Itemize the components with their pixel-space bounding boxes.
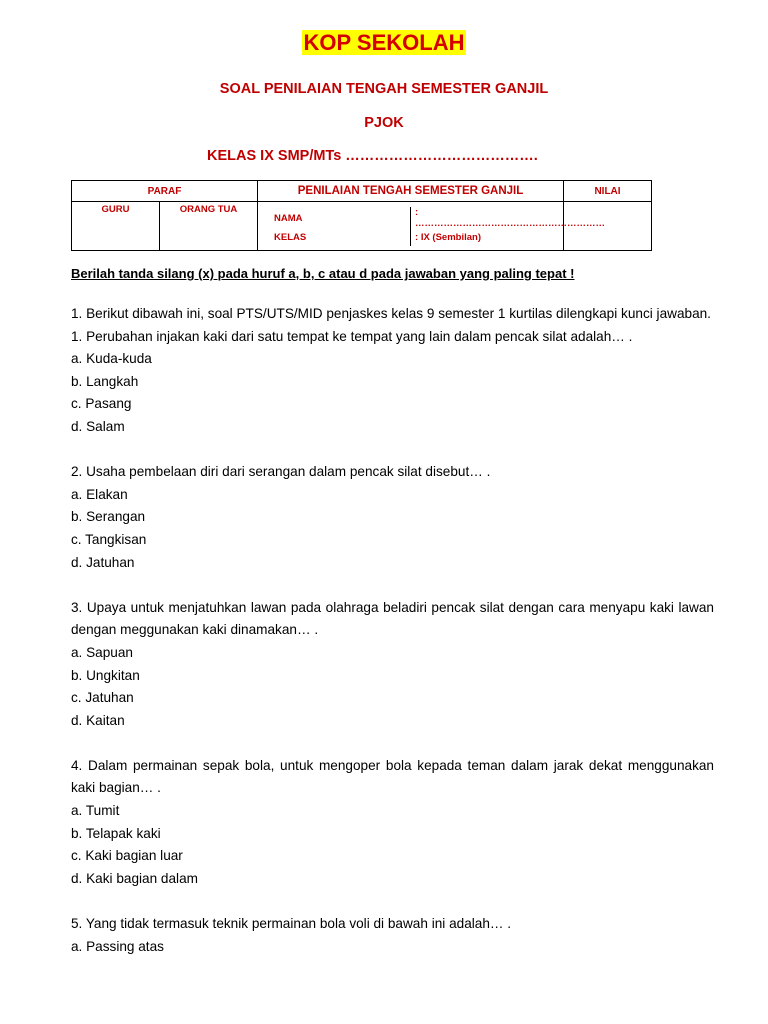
student-info-cell xyxy=(258,202,606,251)
intro-text: 1. Berikut dibawah ini, soal PTS/UTS/MID penjaskes kelas 9 semester 1 kurtilas dilengkapi kunci jawaban. xyxy=(71,306,711,321)
option-a[interactable]: a. Sapuan xyxy=(71,644,133,660)
kelas-field[interactable]: : IX (Sembilan) xyxy=(415,232,481,243)
option-a[interactable]: a. Kuda-kuda xyxy=(71,351,152,367)
nama-field[interactable]: : …………………………………………………… xyxy=(415,207,606,229)
question-text: 5. Yang tidak termasuk teknik permainan bola voli di bawah ini adalah… . xyxy=(71,916,512,932)
question-1 xyxy=(71,326,714,439)
kelas-label: KELAS xyxy=(258,229,411,246)
option-b[interactable]: b. Ungkitan xyxy=(71,667,140,683)
option-c[interactable]: c. Kaki bagian luar xyxy=(71,848,183,864)
subject-title: PJOK xyxy=(364,115,404,131)
intro-block xyxy=(71,303,714,326)
option-b[interactable]: b. Langkah xyxy=(71,373,139,389)
question-text: 3. Upaya untuk menjatuhkan lawan pada olahraga beladiri pencak silat dengan cara menyapu kaki lawan dengan meggunakan kaki dinamakan… . xyxy=(71,599,714,638)
option-a[interactable]: a. Elakan xyxy=(71,486,128,502)
guru-label: GURU xyxy=(101,204,130,215)
question-text: 2. Usaha pembelaan diri dari serangan dalam pencak silat disebut… . xyxy=(71,464,491,480)
pts-header: PENILAIAN TENGAH SEMESTER GANJIL xyxy=(258,181,564,202)
option-b[interactable]: b. Serangan xyxy=(71,509,146,525)
question-4 xyxy=(71,755,714,891)
option-b[interactable]: b. Telapak kaki xyxy=(71,825,161,841)
question-3 xyxy=(71,597,714,733)
guru-signature-cell[interactable] xyxy=(72,202,160,251)
ortu-signature-cell[interactable] xyxy=(160,202,258,251)
option-a[interactable]: a. Passing atas xyxy=(71,938,164,954)
question-2 xyxy=(71,461,714,574)
instruction-text: Berilah tanda silang (x) pada huruf a, b, c atau d pada jawaban yang paling tepat ! xyxy=(71,266,575,281)
option-d[interactable]: d. Kaki bagian dalam xyxy=(71,870,198,886)
paraf-header: PARAF xyxy=(72,181,258,202)
ortu-label: ORANG TUA xyxy=(179,204,238,215)
option-c[interactable]: c. Pasang xyxy=(71,396,132,412)
identity-table xyxy=(71,180,652,251)
student-info-table xyxy=(258,202,606,250)
question-list xyxy=(71,303,714,981)
kop-sekolah-title xyxy=(0,30,768,56)
kop-highlight: KOP SEKOLAH xyxy=(303,30,465,55)
option-c[interactable]: c. Tangkisan xyxy=(71,531,147,547)
exam-title: SOAL PENILAIAN TENGAH SEMESTER GANJIL xyxy=(219,81,549,97)
question-5 xyxy=(71,913,714,958)
option-d[interactable]: d. Jatuhan xyxy=(71,554,135,570)
question-text: 1. Perubahan injakan kaki dari satu tempat ke tempat yang lain dalam pencak silat adalah… . xyxy=(71,328,633,344)
question-text: 4. Dalam permainan sepak bola, untuk mengoper bola kepada teman dalam jarak dekat menggunakan kaki bagian… . xyxy=(71,757,714,796)
nilai-header: NILAI xyxy=(564,181,652,202)
option-c[interactable]: c. Jatuhan xyxy=(71,690,134,706)
option-a[interactable]: a. Tumit xyxy=(71,803,120,819)
option-d[interactable]: d. Salam xyxy=(71,418,125,434)
class-title: KELAS IX SMP/MTs …………………………………. xyxy=(207,148,538,164)
nama-label: NAMA xyxy=(258,207,411,229)
option-d[interactable]: d. Kaitan xyxy=(71,712,125,728)
